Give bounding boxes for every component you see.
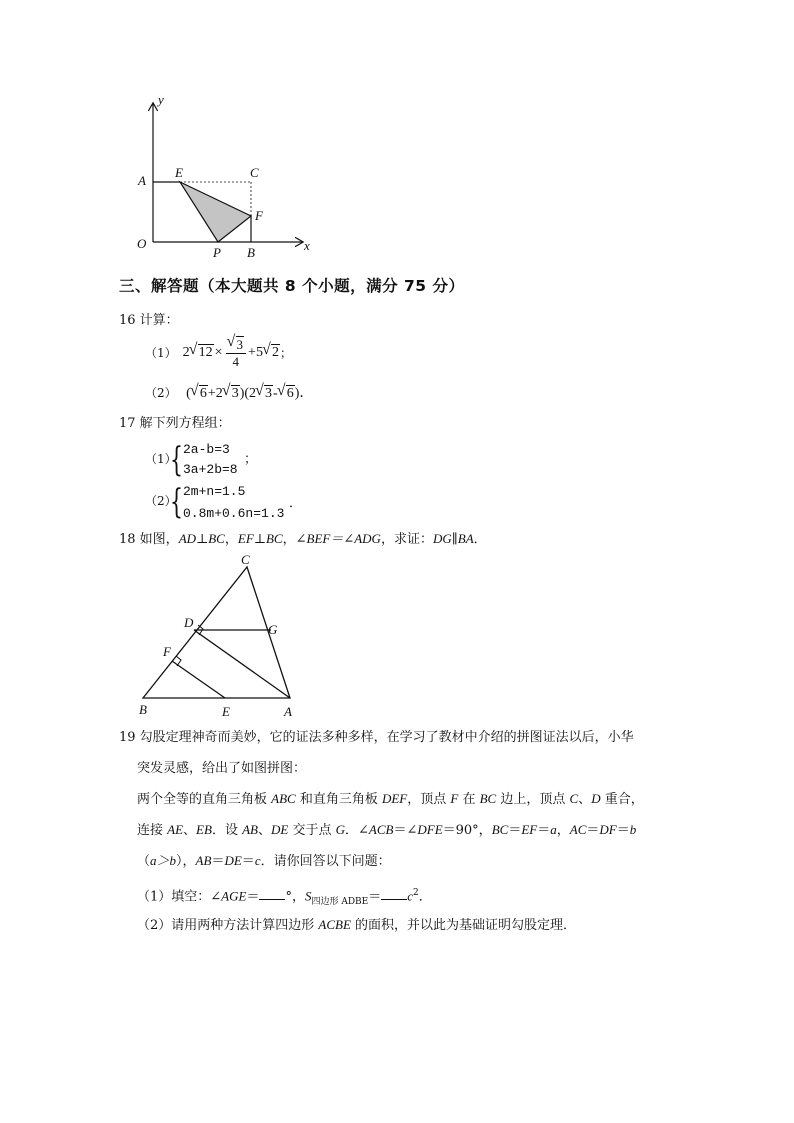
sqrt-12: √ 12 [198, 344, 214, 361]
q16-title: 16 计算： [119, 313, 179, 328]
q17-p2-eq1: 2m+n=1.5 [183, 484, 246, 499]
q19-s2b: ACBE [318, 917, 351, 932]
label-P: P [213, 245, 221, 260]
sqrt-3-a: √ 3 [231, 385, 240, 402]
q19-s2c: 的面积，并以此为基础证明勾股定理． [350, 918, 577, 933]
q16-p2-lp: ( [186, 386, 191, 401]
q16-p2-num: （2） [145, 386, 177, 400]
q19-l4r: EF [521, 822, 538, 837]
label-D: D [184, 615, 194, 630]
label-E: E [175, 165, 183, 180]
q19-l3i: 边上，顶点 [496, 792, 570, 807]
label-y: y [158, 92, 164, 107]
q18-t2: EF⊥BC [237, 531, 283, 546]
label-B: B [247, 245, 255, 260]
q18-statement [119, 530, 487, 549]
q19-line2: 突发灵感，给出了如图拼图： [137, 761, 307, 776]
brace-1: { [170, 440, 183, 480]
q17-p1-eq2: 3a+2b=8 [183, 462, 238, 477]
q18-t3: ∠BEF＝∠ADG [295, 531, 381, 546]
sqrt-6-a: √ 6 [199, 385, 208, 402]
q19-s2a: （2）请用两种方法计算四边形 [137, 918, 319, 933]
q17-p1-eq1: 2a-b=3 [183, 442, 230, 457]
label-E: E [222, 704, 230, 719]
q19-l4y: ＝ [616, 823, 630, 838]
q19-l3f: F [450, 791, 459, 806]
q19-s1g: ＝ [368, 889, 382, 905]
q16-part1 [145, 336, 292, 369]
q17-part1 [145, 442, 265, 482]
q19-line1: 19 勾股定理神奇而美妙，它的证法多种多样，在学习了教材中介绍的拼图证法以后，小华 [119, 730, 634, 745]
segment-EF [172, 661, 225, 698]
q18-s3: ，求证： [380, 532, 433, 547]
q19-l3h: BC [479, 791, 497, 806]
q19-s1e: S [304, 888, 312, 904]
q19-l3g: 在 [458, 792, 480, 807]
q19-l4g: 、 [257, 823, 271, 838]
q17-p2-eq2: 0.8m+0.6n=1.3 [183, 506, 285, 521]
q19-l5d: AB [195, 853, 212, 868]
q19-l5g: ＝ [241, 854, 255, 869]
q19-l4t: a [550, 822, 557, 837]
q17-p2-end: ． [289, 496, 303, 511]
q19-l4l: ACB [368, 822, 394, 837]
q19-l4n: DFE [417, 822, 443, 837]
q19-l5b: a＞b [150, 853, 177, 868]
q19-l5c: ）， [176, 854, 196, 869]
q19-l4z: b [629, 822, 637, 837]
q16-part2 [145, 382, 313, 402]
label-A: A [138, 173, 146, 188]
q19-l5a: （ [137, 854, 151, 869]
q18-s4: ． [473, 532, 487, 547]
q19-l3e: ，顶点 [407, 792, 451, 807]
q19-l3k: 、 [578, 792, 592, 807]
label-C: C [250, 165, 259, 180]
q19-l4f: AB [242, 822, 258, 837]
q19-l4h: DE [270, 822, 289, 837]
q16-p2-plus: +2 [207, 386, 223, 401]
q19-l4i: 交于点 [288, 823, 336, 838]
q19-s1c: ＝ [246, 889, 260, 905]
q19-line5 [137, 852, 391, 871]
q18-s2: ， [282, 532, 296, 547]
figure-coordinate-rectangle [130, 90, 320, 260]
q17-part2 [145, 484, 305, 524]
answer-blank-area[interactable] [381, 887, 407, 900]
q19-l3d: DEF [381, 791, 408, 806]
q19-l4q: ＝ [508, 823, 522, 838]
answer-blank-angle[interactable] [259, 887, 285, 900]
sqrt-3-b: √ 3 [264, 385, 273, 402]
q19-l4e: ．设 [211, 823, 243, 838]
label-O: O [137, 236, 147, 251]
q16-p2-end: ． [299, 386, 314, 401]
label-B: B [139, 702, 147, 717]
fraction-sqrt3-over-4 [226, 336, 247, 369]
q18-s1: ， [224, 532, 238, 547]
q19-l4c: 、 [183, 823, 197, 838]
label-x: x [304, 238, 310, 253]
q17-p1-end: ； [244, 452, 258, 467]
label-F: F [163, 644, 171, 659]
q19-l5f: DE [224, 853, 242, 868]
q17-p2-num: （2） [145, 494, 177, 508]
q19-l4k: ．∠ [344, 823, 369, 838]
segment-AD [194, 630, 290, 698]
q19-l4x: DF [599, 822, 617, 837]
q19-l3a: 两个全等的直角三角板 [137, 792, 272, 807]
q19-l3b: ABC [271, 791, 296, 806]
label-C: C [241, 552, 250, 567]
q17-title: 17 解下列方程组： [119, 416, 231, 431]
q19-s1a: （1）填空：∠ [137, 889, 222, 905]
q17-p1-num: （1） [145, 452, 177, 466]
q18-t4: DG∥BA [432, 531, 474, 546]
q16-p2-mid: )(2 [239, 386, 257, 401]
q19-l5i: ．请你回答以下问题： [260, 854, 391, 869]
q19-l3c: 和直角三角板 [295, 792, 382, 807]
q16-p2-minus: - [273, 386, 278, 401]
times-sign: × [214, 344, 223, 360]
sqrt-6-b: √ 6 [286, 385, 295, 402]
q16-p1-end: ； [279, 346, 292, 360]
q19-l4d: EB [196, 822, 212, 837]
sqrt-3: √ 3 [236, 336, 245, 353]
q19-l4b: AE [167, 822, 184, 837]
figure-triangle-ABC [130, 550, 305, 722]
q19-l5e: ＝ [211, 854, 225, 869]
q19-sub1 [137, 884, 432, 911]
q19-l4w: ＝ [586, 823, 600, 838]
q19-l4p: BC [491, 822, 509, 837]
q19-l4u: ， [556, 823, 570, 838]
q19-l3j: C [569, 791, 579, 806]
q19-l4s: ＝ [537, 823, 551, 838]
q19-s1b: AGE [221, 888, 247, 904]
q19-line4 [137, 821, 636, 840]
brace-2: { [170, 482, 183, 522]
q16-p1-num: （1） [145, 346, 177, 360]
q19-l5h: c [254, 853, 261, 868]
q19-s1h: c [407, 888, 414, 904]
q19-l4a: 连接 [137, 823, 168, 838]
q19-line3 [137, 790, 644, 809]
fraction-denominator: 4 [232, 354, 240, 369]
label-G: G [268, 622, 278, 637]
q19-s1i: 2 [413, 888, 419, 898]
q19-l4v: AC [569, 822, 587, 837]
label-A: A [284, 704, 292, 719]
q19-l4m: ＝∠ [393, 823, 418, 838]
q19-s1d: °， [285, 889, 305, 905]
q19-s1j: ． [418, 889, 432, 905]
q19-l4j: G [335, 822, 345, 837]
q18-t1: AD⊥BC [178, 531, 225, 546]
q19-l4o: ＝90°， [442, 823, 492, 838]
shaded-triangle-EFP [180, 182, 251, 242]
q16-p2-rp: ) [294, 386, 300, 401]
q19-sub2 [137, 916, 576, 935]
q16-p1-coef: 2 [182, 344, 190, 360]
q19-s1f: 四边形 ADBE [311, 896, 369, 907]
section-title: 三、解答题（本大题共 8 个小题，满分 75 分） [119, 277, 465, 295]
sqrt-2: √ 2 [271, 344, 280, 361]
q19-l3m: 重合， [600, 792, 644, 807]
q18-pre: 18 如图， [119, 532, 179, 547]
q16-p1-plus: +5 [248, 344, 263, 360]
q19-l3l: D [591, 791, 601, 806]
label-F: F [255, 208, 263, 223]
